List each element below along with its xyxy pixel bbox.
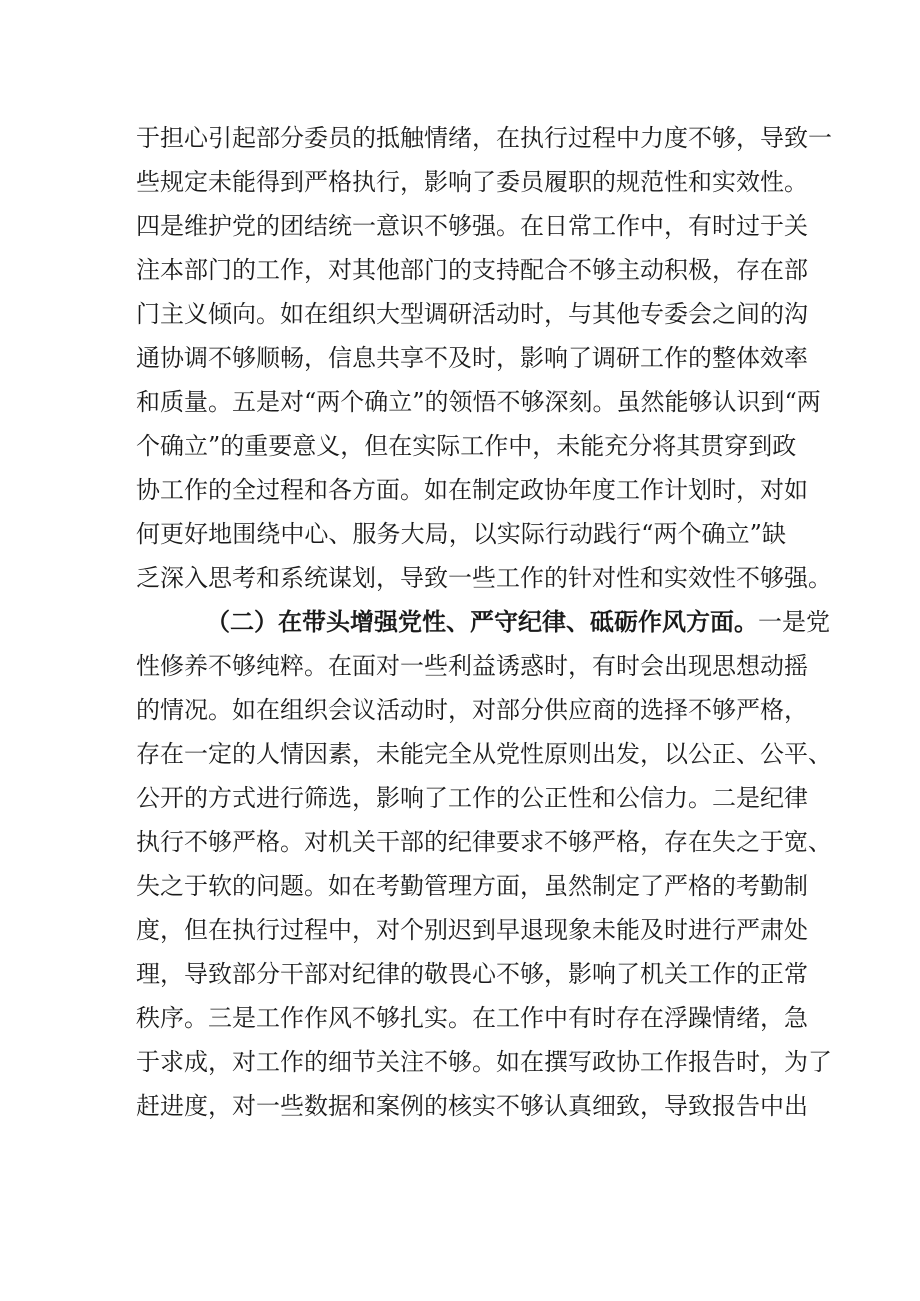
body-text-line: 赶进度，对一些数据和案例的核实不够认真细致，导致报告中出 (136, 1092, 808, 1120)
body-text-line: 存在一定的人情因素，未能完全从党性原则出发，以公正、公平、 (136, 740, 832, 768)
section-heading: （二）在带头增强党性、严守纪律、砥砺作风方面。 (206, 607, 758, 636)
body-text-line: 乏深入思考和系统谋划，导致一些工作的针对性和实效性不够强。 (136, 564, 832, 592)
body-text-line: 执行不够严格。对机关干部的纪律要求不够严格，存在失之于宽、 (136, 828, 832, 856)
body-text-line: 协工作的全过程和各方面。如在制定政协年度工作计划时，对如 (136, 476, 808, 504)
body-text-line: 公开的方式进行筛选，影响了工作的公正性和公信力。二是纪律 (136, 784, 808, 812)
body-text-line: 门主义倾向。如在组织大型调研活动时，与其他专委会之间的沟 (136, 300, 808, 328)
body-text-line: 于担心引起部分委员的抵触情绪，在执行过程中力度不够，导致一 (136, 124, 832, 152)
body-text-line: 的情况。如在组织会议活动时，对部分供应商的选择不够严格， (136, 696, 808, 724)
body-text-line: 四是维护党的团结统一意识不够强。在日常工作中，有时过于关 (136, 212, 808, 240)
body-text-line: 理，导致部分干部对纪律的敬畏心不够，影响了机关工作的正常 (136, 960, 808, 988)
body-text-line: 失之于软的问题。如在考勤管理方面，虽然制定了严格的考勤制 (136, 872, 808, 900)
body-text-line: 秩序。三是工作作风不够扎实。在工作中有时存在浮躁情绪，急 (136, 1004, 808, 1032)
body-text-line: 注本部门的工作，对其他部门的支持配合不够主动积极，存在部 (136, 256, 808, 284)
body-text-line: 于求成，对工作的细节关注不够。如在撰写政协工作报告时，为了 (136, 1048, 832, 1076)
body-text-line: 个确立”的重要意义，但在实际工作中，未能充分将其贯穿到政 (136, 432, 797, 460)
body-text-line: 些规定未能得到严格执行，影响了委员履职的规范性和实效性。 (136, 168, 808, 196)
section-heading-line (206, 602, 830, 642)
body-text-line: 和质量。五是对“两个确立”的领悟不够深刻。虽然能够认识到“两 (136, 388, 821, 416)
body-text-line: 度，但在执行过程中，对个别迟到早退现象未能及时进行严肃处 (136, 916, 808, 944)
body-text-line: 通协调不够顺畅，信息共享不及时，影响了调研工作的整体效率 (136, 344, 808, 372)
body-text-line: 性修养不够纯粹。在面对一些利益诱惑时，有时会出现思想动摇 (136, 652, 808, 680)
body-text-line: 何更好地围绕中心、服务大局，以实际行动践行“两个确立”缺 (136, 520, 786, 548)
section-heading-continuation: 一是党 (758, 608, 830, 636)
